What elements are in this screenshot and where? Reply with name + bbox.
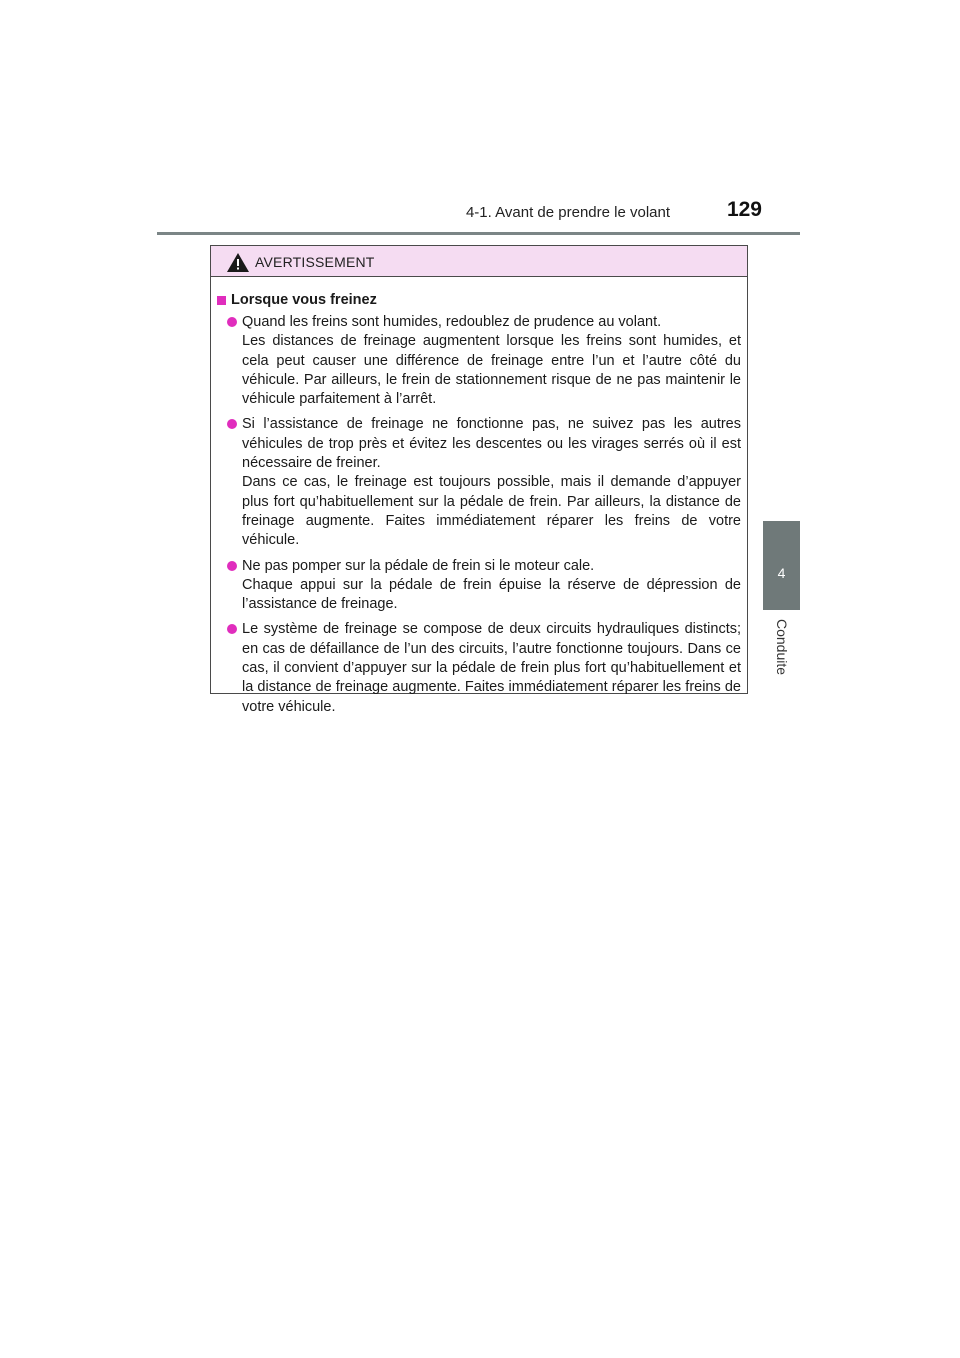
warning-body bbox=[211, 277, 747, 717]
section-heading-text: Lorsque vous freinez bbox=[231, 292, 377, 308]
warning-triangle-icon bbox=[227, 253, 249, 272]
header-divider bbox=[157, 232, 800, 235]
list-item-text: Ne pas pomper sur la pédale de frein si le moteur cale. bbox=[242, 557, 595, 574]
list-item-text: Quand les freins sont humides, redoublez de prudence au volant. bbox=[242, 314, 662, 330]
warning-title: AVERTISSEMENT bbox=[255, 254, 375, 270]
square-bullet-icon bbox=[217, 296, 226, 305]
chapter-tab[interactable] bbox=[763, 521, 800, 610]
list-item bbox=[217, 557, 741, 615]
warning-header bbox=[211, 246, 747, 277]
chapter-section-title: 4-1. Avant de prendre le volant bbox=[465, 204, 670, 221]
warning-box bbox=[210, 245, 748, 715]
list-item bbox=[217, 313, 741, 409]
list-item-text: Le système de freinage se compose de deux circuits hydrauliques distincts; en cas de défaillance de l’un des circuits, l’autre fonctionne toujours. Dans ce cas, il convient d’appuyer sur la pédale de frein plus fort qu’habituellement et la distance de freinage augmente. Faites immédiatement réparer les freins de votre véhicule. bbox=[242, 621, 741, 715]
list-item bbox=[217, 415, 741, 550]
section-heading bbox=[217, 291, 741, 310]
list-item-text: Les distances de freinage augmentent lorsque les freins sont humides, et cela peut causer une différence de freinage entre l’un et l’autre côté du véhicule. Par ailleurs, le frein de stationnement risque de ne pas maintenir le véhicule parfaitement à l’arrêt. bbox=[242, 333, 741, 408]
list-item-text: Dans ce cas, le freinage est toujours possible, mais il demande d’appuyer plus fort qu’habituellement sur la pédale de frein. Par ailleurs, la distance de freinage augmente. Faites immédiatement réparer les freins de votre véhicule. bbox=[242, 474, 741, 549]
round-bullet-icon bbox=[227, 624, 237, 634]
chapter-tab-label: Conduite bbox=[774, 618, 790, 676]
page-number: 129 bbox=[726, 198, 762, 221]
list-item-text: Chaque appui sur la pédale de frein épuise la réserve de dépression de l’assistance de freinage. bbox=[242, 576, 741, 613]
list-item-text: Si l’assistance de freinage ne fonctionne pas, ne suivez pas les autres véhicules de trop près et évitez les descentes ou les virages serrés où il est nécessaire de freiner. bbox=[242, 416, 741, 472]
round-bullet-icon bbox=[227, 561, 237, 571]
round-bullet-icon bbox=[227, 419, 237, 429]
chapter-tab-number: 4 bbox=[777, 565, 786, 581]
round-bullet-icon bbox=[227, 317, 237, 327]
list-item bbox=[217, 620, 741, 716]
